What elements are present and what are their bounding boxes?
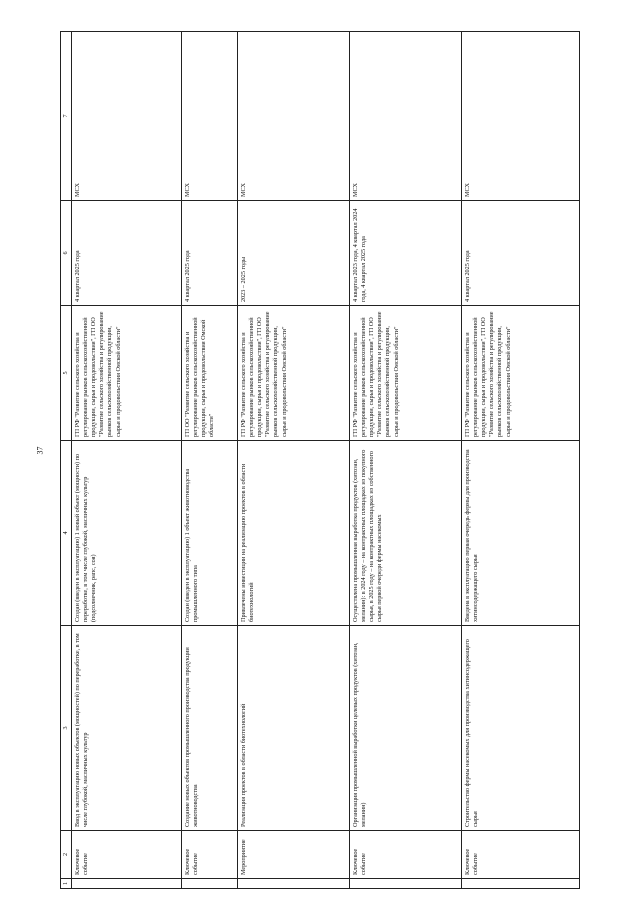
page-number: 37: [35, 446, 45, 455]
row-number-cell: [462, 879, 580, 889]
header-cell: 7: [61, 32, 72, 201]
deadline-cell: 4 квартал 2023 года, 4 квартал 2024 года, 4 квартал 2025 года: [350, 201, 462, 306]
responsible-cell: МСХ: [462, 32, 580, 201]
row-number-cell: [350, 879, 462, 889]
table-row: [72, 32, 182, 889]
event-name-cell: Создание новых объектов промышленного производства продукции животноводства: [182, 626, 238, 831]
result-cell: Создан (введен в эксплуатацию) 1 объект животноводства промышленного типа: [182, 441, 238, 626]
header-cell: 2: [61, 831, 72, 879]
responsible-cell: МСХ: [350, 32, 462, 201]
responsible-cell: МСХ: [72, 32, 182, 201]
event-type-cell: Ключевое событие: [462, 831, 580, 879]
row-number-cell: [182, 879, 238, 889]
result-cell: Привлечены инвестиции на реализацию проектов в области биотехнологий: [238, 441, 350, 626]
deadline-cell: 2023 – 2025 годы: [238, 201, 350, 306]
rotated-table-container: [60, 32, 580, 889]
deadline-cell: 4 квартал 2025 года: [72, 201, 182, 306]
header-row: [61, 32, 72, 889]
table-row: [462, 32, 580, 889]
program-cell: ГП РФ "Развитие сельского хозяйства и регулирование рынков сельскохозяйственной продукции, сырья и продовольствия", ГП ОО "Развитие сельского хозяйства и регулирование рынков сельскохозяйственной продукции, сырья и продовольствия Омской области": [462, 306, 580, 441]
header-cell: 3: [61, 626, 72, 831]
responsible-cell: МСХ: [182, 32, 238, 201]
header-cell: 4: [61, 441, 72, 626]
header-cell: 1: [61, 879, 72, 889]
event-type-cell: Ключевое событие: [182, 831, 238, 879]
program-cell: ГП РФ "Развитие сельского хозяйства и регулирование рынков сельскохозяйственной продукции, сырья и продовольствия", ГП ОО "Развитие сельского хозяйства и регулирование рынков сельскохозяйственной продукции, сырья и продовольствия Омской области": [350, 306, 462, 441]
event-name-cell: Организация промышленной выработки целевых продуктов (хитозан, меланин): [350, 626, 462, 831]
event-name-cell: Строительство фермы насекомых для производства хитинсодержащего сырья: [462, 626, 580, 831]
table-row: [238, 32, 350, 889]
deadline-cell: 4 квартал 2025 года: [182, 201, 238, 306]
responsible-cell: МСХ: [238, 32, 350, 201]
event-type-cell: Ключевое событие: [72, 831, 182, 879]
event-name-cell: Реализация проектов в области биотехнологий: [238, 626, 350, 831]
header-cell: 5: [61, 306, 72, 441]
table-row: [182, 32, 238, 889]
event-type-cell: Ключевое событие: [350, 831, 462, 879]
program-cell: ГП РФ "Развитие сельского хозяйства и регулирование рынков сельскохозяйственной продукции, сырья и продовольствия", ГП ОО "Развитие сельского хозяйства и регулирование рынков сельскохозяйственной продукции, сырья и продовольствия Омской области": [238, 306, 350, 441]
program-cell: ГП РФ "Развитие сельского хозяйства и регулирование рынков сельскохозяйственной продукции, сырья и продовольствия", ГП ОО "Развитие сельского хозяйства и регулирование рынков сельскохозяйственной продукции, сырья и продовольствия Омской области": [72, 306, 182, 441]
deadline-cell: 4 квартал 2025 года: [462, 201, 580, 306]
program-cell: ГП ОО "Развитие сельского хозяйства и регулирование рынков сельскохозяйственной продукции, сырья и продовольствия Омской области": [182, 306, 238, 441]
header-cell: 6: [61, 201, 72, 306]
table-row: [350, 32, 462, 889]
events-table: [60, 31, 580, 889]
event-name-cell: Ввод в эксплуатацию новых объектов (мощностей) по переработке, в том числе глубокой, масличных культур: [72, 626, 182, 831]
result-cell: Введена в эксплуатацию первая очередь фермы для производства хитинсодержащего сырья: [462, 441, 580, 626]
row-number-cell: [72, 879, 182, 889]
row-number-cell: [238, 879, 350, 889]
event-type-cell: Мероприятие: [238, 831, 350, 879]
result-cell: Создан (введен в эксплуатацию) 1 новый объект (мощности) по переработке, в том числе глубокой, масличных культур (подсолнечник, рапс, соя): [72, 441, 182, 626]
result-cell: Осуществлена промышленная выработка продуктов (хитозан, меланин): в 2024 году – на контрактных площадках из покупного сырья, в 2025 году – на контрактных площадках из собственного сырья первой очереди фермы насекомых: [350, 441, 462, 626]
